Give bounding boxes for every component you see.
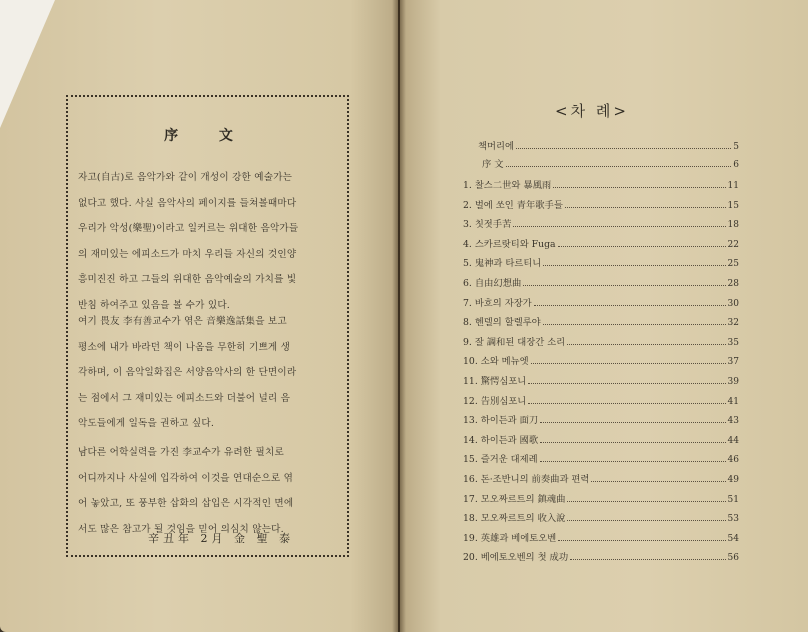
- toc-item: [463, 491, 739, 505]
- toc-item-page: 51: [727, 494, 739, 505]
- toc-item-label: 16. 돈·조반니의 前奏曲과 편력: [463, 474, 590, 485]
- preface-line: 어 놓았고, 또 풍부한 삽화의 삽입은 시각적인 면에: [78, 498, 294, 509]
- toc-item-label: 13. 하이든과 面刀: [463, 415, 539, 427]
- toc-item-label: 序 文: [482, 159, 504, 170]
- toc-leader-dots: [516, 148, 731, 149]
- preface-line: 자고(自古)로 음악가와 같이 개성이 강한 예술가는: [78, 172, 293, 183]
- toc-item-page: 32: [727, 318, 739, 329]
- preface-line: 없다고 했다. 사실 음악사의 페이지를 들쳐볼때마다: [78, 197, 297, 209]
- toc-item: [463, 510, 739, 524]
- toc-item-page: 22: [727, 239, 739, 250]
- book-gutter: [392, 0, 406, 632]
- toc-item-page: 39: [727, 377, 739, 387]
- toc-item-label: 1. 찰스二世와 暴風雨: [463, 180, 552, 191]
- preface-line: 악도들에게 일독을 권하고 싶다.: [78, 418, 215, 429]
- toc-item: [463, 393, 739, 407]
- toc-item-page: 46: [727, 455, 739, 466]
- toc-leader-dots: [567, 501, 725, 502]
- toc-item: [478, 138, 739, 152]
- toc-item-page: 54: [727, 533, 739, 544]
- preface-line: 의 재미있는 에피소드가 마치 우리들 자신의 것인양: [78, 248, 297, 260]
- preface-line: 남다른 어학실력을 가진 李교수가 유려한 필치로: [78, 447, 284, 458]
- toc-leader-dots: [506, 166, 732, 167]
- toc-item: [463, 236, 739, 250]
- toc-leader-dots: [540, 461, 726, 462]
- preface-line: 평소에 내가 바라던 책이 나옴을 무한히 기쁘게 생: [78, 341, 291, 353]
- toc-item: [463, 314, 739, 328]
- toc-item-page: 30: [727, 298, 739, 309]
- left-page: [0, 0, 398, 632]
- toc-item: [463, 471, 739, 485]
- preface-line: 반침 하여주고 있음을 볼 수가 있다.: [78, 299, 231, 311]
- preface-line: 서도 많은 참고가 될 것임을 믿어 의심치 않는다.: [78, 523, 284, 535]
- toc-leader-dots: [591, 481, 725, 482]
- preface-line: 여기 畏友 李有善교수가 엮은 音樂逸話集을 보고: [78, 316, 287, 327]
- preface-box: [66, 95, 349, 557]
- toc-item: [463, 216, 739, 230]
- toc-leader-dots: [567, 344, 725, 345]
- toc-leader-dots: [567, 520, 725, 521]
- toc-leader-dots: [543, 265, 725, 266]
- preface-line: 어디까지나 사실에 입각하여 이것을 연대순으로 엮: [78, 472, 294, 484]
- toc-item-label: 4. 스카르랏티와 Fuga: [463, 238, 556, 250]
- toc-item-page: 56: [727, 553, 739, 564]
- toc-leader-dots: [534, 305, 726, 306]
- toc-leader-dots: [540, 422, 725, 423]
- toc-leader-dots: [558, 540, 725, 541]
- toc-item-label: 6. 自由幻想曲: [463, 278, 522, 289]
- toc-item-page: 35: [727, 337, 739, 348]
- toc-leader-dots: [531, 363, 726, 364]
- toc-item-label: 3. 칫젓手苦: [463, 219, 512, 231]
- toc-item: [463, 177, 739, 191]
- toc-leader-dots: [553, 187, 725, 188]
- toc-item-page: 25: [727, 259, 739, 270]
- toc-item: [463, 549, 739, 563]
- toc-leader-dots: [558, 246, 726, 247]
- toc-item: [463, 432, 739, 446]
- toc-leader-dots: [523, 285, 725, 286]
- toc-item: [463, 451, 739, 465]
- toc-item-page: 37: [727, 357, 739, 368]
- toc-item-page: 5: [733, 142, 739, 152]
- toc-leader-dots: [570, 559, 725, 560]
- toc-item-page: 44: [727, 435, 739, 446]
- toc-item-label: 14. 하이든과 國歌: [463, 434, 539, 446]
- toc-item: [463, 295, 739, 309]
- toc-title: <차 례>: [555, 102, 629, 120]
- toc-item-label: 18. 모오짜르트의 收入說: [463, 513, 566, 525]
- toc-item: [463, 530, 739, 544]
- toc-item: [463, 353, 739, 367]
- toc-item-page: 43: [727, 416, 739, 427]
- toc-item-label: 8. 헨델의 할렐루야: [463, 317, 541, 329]
- toc-item: [463, 197, 739, 211]
- preface-line: 각하며, 이 음악일화집은 서양음악사의 한 단면이라: [78, 367, 297, 378]
- toc-item-label: 2. 벌에 쏘인 青年歌手들: [463, 199, 563, 211]
- toc-leader-dots: [513, 226, 725, 227]
- toc-leader-dots: [540, 442, 725, 443]
- toc-item: [463, 412, 739, 426]
- toc-item-label: 11. 驚愕심포니: [463, 376, 527, 387]
- toc-leader-dots: [565, 207, 726, 208]
- toc-item: [463, 255, 739, 269]
- toc-item-page: 11: [727, 181, 739, 191]
- toc-item: [463, 275, 739, 289]
- toc-item-label: 17. 모오짜르트의 鎮魂曲: [463, 493, 566, 505]
- preface-title: 序 文: [164, 128, 251, 144]
- toc-item-page: 15: [727, 200, 739, 211]
- toc-item-page: 49: [727, 475, 739, 485]
- preface-line: 흥미진진 하고 그들의 위대한 음악예술의 가치를 빛: [78, 274, 297, 285]
- toc-item-label: 12. 告別심포니: [463, 395, 527, 407]
- toc-leader-dots: [543, 324, 726, 325]
- torn-corner: [0, 0, 55, 128]
- toc-item-label: 20. 베에토오벤의 첫 成功: [463, 552, 569, 564]
- toc-item-label: 15. 즐거운 대제례: [463, 454, 538, 466]
- preface-line: 우리가 악성(樂聖)이라고 일커르는 위대한 음악가들: [78, 223, 299, 234]
- toc-item-page: 6: [733, 160, 739, 170]
- toc-item-label: 10. 소와 메뉴엣: [463, 356, 529, 368]
- toc-item-page: 18: [727, 220, 739, 231]
- toc-item-label: 책머리에: [478, 141, 514, 152]
- toc-item-page: 28: [727, 279, 739, 289]
- toc-item: [463, 373, 739, 387]
- toc-item-page: 41: [727, 396, 739, 407]
- toc-item-label: 7. 바흐의 자장가: [463, 297, 532, 309]
- toc-item-label: 9. 잘 調和된 대장간 소리: [463, 336, 566, 348]
- toc-item-page: 53: [727, 514, 739, 525]
- toc-item-label: 19. 英雄과 베에토오벤: [463, 532, 557, 544]
- toc-item: [463, 334, 739, 348]
- preface-line: 는 점에서 그 재미있는 에피소드와 더불어 널리 음: [78, 392, 291, 404]
- toc-item-label: 5. 鬼神과 타르티니: [463, 258, 542, 270]
- toc-leader-dots: [528, 383, 725, 384]
- toc-item: [482, 156, 739, 170]
- preface-signature: 辛丑年 2月 金 聖 泰: [148, 532, 294, 545]
- toc-leader-dots: [528, 403, 725, 404]
